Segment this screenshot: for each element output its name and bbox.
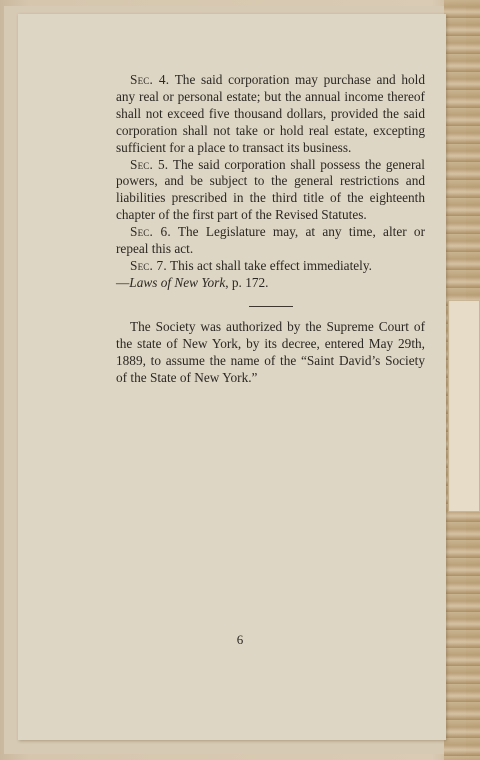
section-text: The said corporation may purchase and hold any real or personal estate; but the annual income thereof shall not exceed five thousand dollars, provided the said corporation shall not take or hold real estate, excepting sufficient for a place to transact its business. xyxy=(116,72,426,155)
citation xyxy=(116,275,425,292)
citation-title: Laws of New York xyxy=(129,274,226,290)
page-number: 6 xyxy=(236,632,244,647)
body-text xyxy=(116,72,425,386)
section-5 xyxy=(116,157,425,225)
divider-rule xyxy=(249,306,293,307)
section-6 xyxy=(116,224,425,258)
section-label: Sec. 7. xyxy=(130,257,167,273)
section-label: Sec. 5. xyxy=(130,156,169,172)
section-text: The said corporation shall possess the general powers, and be subject to the general restrictions and liabilities prescribed in the third title of the eighteenth chapter of the first part of the Revised Statutes. xyxy=(116,156,425,223)
citation-prefix: — xyxy=(116,274,130,290)
section-7 xyxy=(116,258,425,275)
section-text: The Legislature may, at any time, alter or repeal this act. xyxy=(116,224,425,257)
section-text: This act shall take effect immediately. xyxy=(170,257,372,273)
society-note: The Society was authorized by the Supreme Court of the state of New York, by its decree, entered May 29th, 1889, to assume the name of the “Saint David’s Society of the State of New York.” xyxy=(116,318,425,385)
section-label: Sec. 4. xyxy=(130,72,170,87)
section-label: Sec. 6. xyxy=(130,224,171,240)
page-tab xyxy=(448,300,480,512)
citation-suffix: , p. 172. xyxy=(225,274,269,290)
section-4 xyxy=(116,72,425,157)
